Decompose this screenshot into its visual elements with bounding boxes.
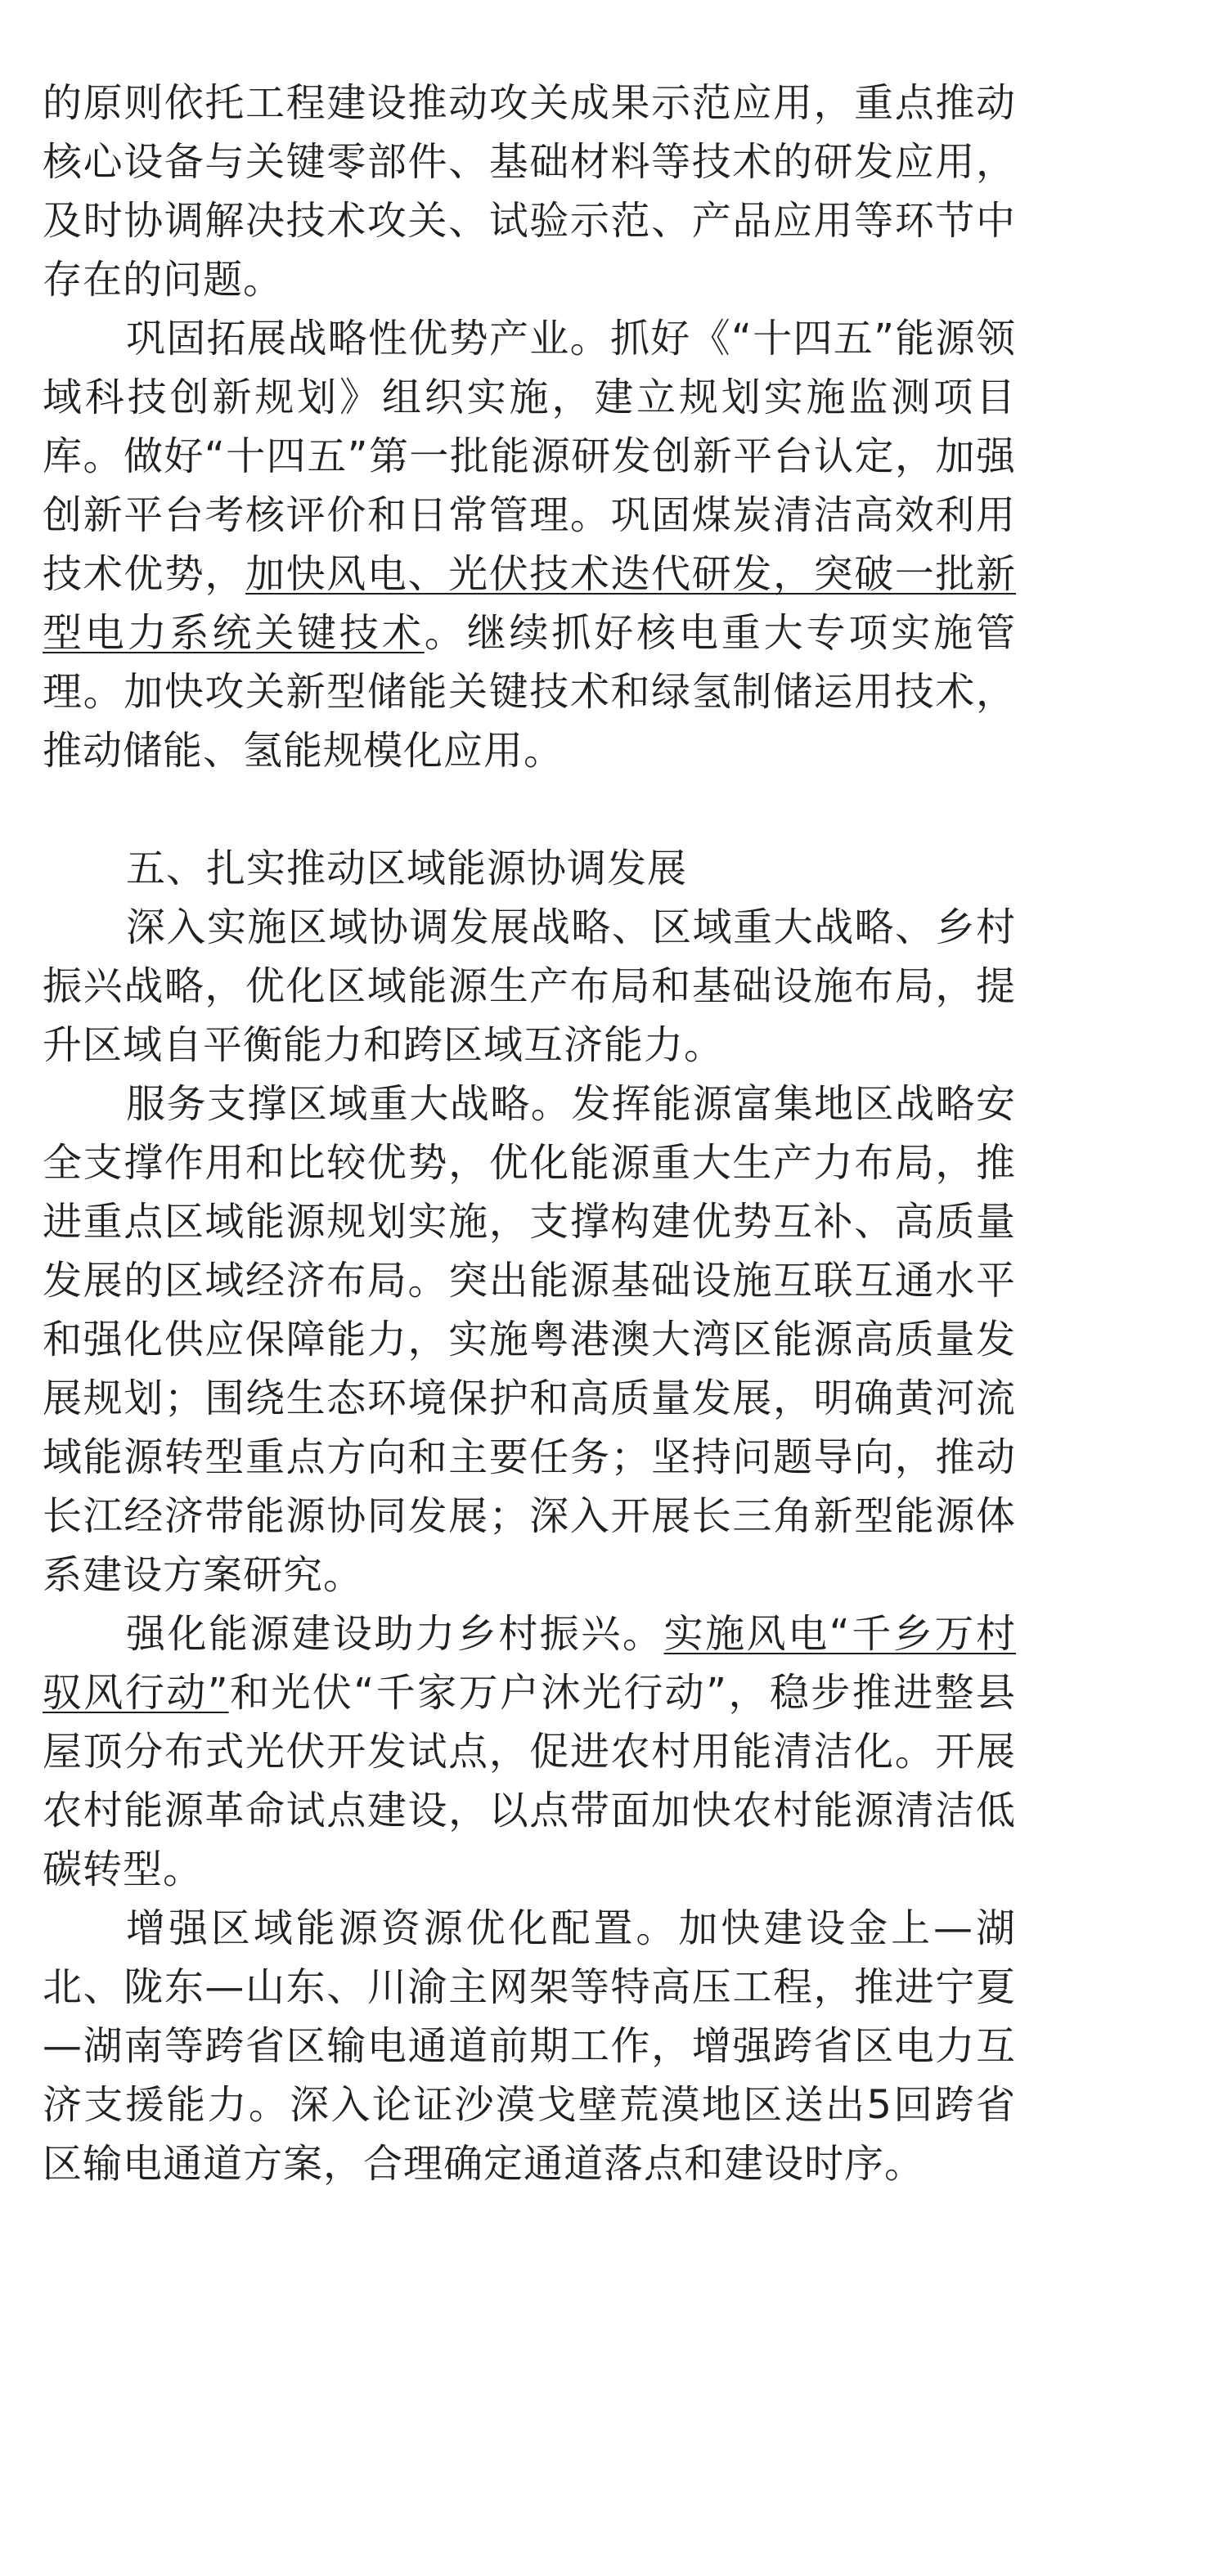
paragraph-regional-strategy: 深入实施区域协调发展战略、区域重大战略、乡村振兴战略，优化区域能源生产布局和基础设施布局，提升区域自平衡能力和跨区域互济能力。 xyxy=(43,904,1016,1068)
paragraph-continuation: 的原则依托工程建设推动攻关成果示范应用，重点推动核心设备与关键零部件、基础材料等技术的研发应用，及时协调解决技术攻关、试验示范、产品应用等环节中存在的问题。 xyxy=(43,80,1016,303)
paragraph-text: 。继续抓好核电重大专项实施管理。加快攻关新型储能关键技术和绿氢制储运用技术，推动储能、氢能规模化应用。 xyxy=(43,610,1016,774)
paragraph-rural-revitalization xyxy=(43,1604,1016,1899)
paragraph-text: 强化能源建设助力乡村振兴。 xyxy=(126,1611,664,1657)
underlined-text: 加快风电、光伏技术迭代研发，突破一批新型电力系统关键技术 xyxy=(43,551,1016,656)
paragraph-strategic-industry xyxy=(43,309,1016,780)
paragraph-text: 和光伏“千家万户沐光行动”，稳步推进整县屋顶分布式光伏开发试点，促进农村用能清洁化。开展农村能源革命试点建设，以点带面加快农村能源清洁低碳转型。 xyxy=(43,1670,1016,1892)
paragraph-resource-allocation: 增强区域能源资源优化配置。加快建设金上—湖北、陇东—山东、川渝主网架等特高压工程，推进宁夏—湖南等跨省区输电通道前期工作，增强跨省区电力互济支援能力。深入论证沙漠戈壁荒漠地区送出5回跨省区输电通道方案，合理确定通道落点和建设时序。 xyxy=(43,1905,1016,2187)
document-body xyxy=(43,74,1016,2193)
paragraph-major-strategy: 服务支撑区域重大战略。发挥能源富集地区战略安全支撑作用和比较优势，优化能源重大生产力布局，推进重点区域能源规划实施，支撑构建优势互补、高质量发展的区域经济布局。突出能源基础设施互联互通水平和强化供应保障能力，实施粤港澳大湾区能源高质量发展规划；围绕生态环境保护和高质量发展，明确黄河流域能源转型重点方向和主要任务；坚持问题导向，推动长江经济带能源协同发展；深入开展长三角新型能源体系建设方案研究。 xyxy=(43,1081,1016,1598)
paragraph-text: 巩固拓展战略性优势产业。抓好《“十四五”能源领域科技创新规划》组织实施，建立规划实施监测项目库。做好“十四五”第一批能源研发创新平台认定，加强创新平台考核评价和日常管理。巩固煤炭清洁高效利用技术优势， xyxy=(43,316,1016,597)
underlined-text: 实施风电“千乡万村驭风行动” xyxy=(43,1611,1016,1716)
section-heading: 五、扎实推动区域能源协调发展 xyxy=(126,846,688,891)
